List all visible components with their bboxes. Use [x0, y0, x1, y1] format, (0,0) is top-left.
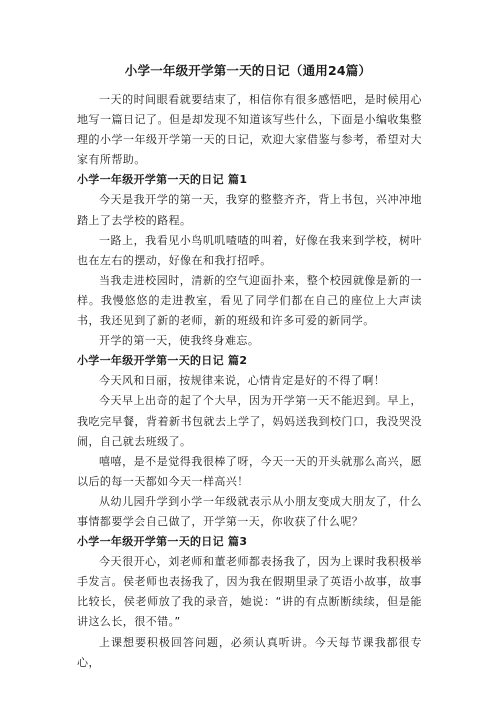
section-heading: 小学一年级开学第一天的日记 篇2 [77, 354, 248, 368]
document-body [77, 90, 422, 673]
body-paragraph: 当我走进校园时，清新的空气迎面扑来，整个校园就像是新的一样。我慢悠悠的走进教室，看见了同学们都在自己的座位上大声读书，我还见到了新的老师，新的班级和许多可爱的新同学。 [77, 273, 422, 328]
document-title: 小学一年级开学第一天的日记（通用24篇） [124, 63, 372, 78]
body-paragraph: 嘻嘻，是不是觉得我很棒了呀，今天一天的开头就那么高兴，愿以后的每一天都如今天一样高兴！ [77, 454, 422, 488]
body-paragraph: 一路上，我看见小鸟叽叽喳喳的叫着，好像在我来到学校，树叶也在左右的摆动，好像在和我打招呼。 [77, 233, 422, 267]
section-heading: 小学一年级开学第一天的日记 篇1 [77, 173, 248, 187]
section-1 [77, 170, 422, 351]
intro-paragraph: 一天的时间眼看就要结束了，相信你有很多感悟吧，是时候用心地写一篇日记了。但是却发现不知道该写些什么，下面是小编收集整理的小学一年级开学第一天的日记，欢迎大家借鉴与参考，希望对大家有所帮助。 [77, 93, 422, 167]
section-heading: 小学一年级开学第一天的日记 篇3 [77, 535, 248, 549]
body-paragraph: 开学的第一天，使我终身难忘。 [99, 334, 260, 348]
body-paragraph: 今天是我开学的第一天，我穿的整整齐齐，背上书包，兴冲冲地踏上了去学校的路程。 [77, 193, 422, 227]
body-paragraph: 上课想要积极回答问题，必须认真听讲。今天每节课我都很专心， [77, 635, 422, 669]
section-2 [77, 351, 422, 532]
body-paragraph: 从幼儿园升学到小学一年级就表示从小朋友变成大朋友了，什么事情都要学会自己做了，开学第一天，你收获了什么呢？ [77, 494, 422, 528]
body-paragraph: 今天很开心，刘老师和董老师都表扬我了，因为上课时我积极举手发言。侯老师也表扬我了，因为我在假期里录了英语小故事，故事比较长，侯老师放了我的录音，她说：“讲的有点断断续续，但是能讲这么长，很不错。” [77, 555, 422, 629]
body-paragraph: 今天早上出奇的起了个大早，因为开学第一天不能迟到。早上，我吃完早餐，背着新书包就去上学了，妈妈送我到校门口，我没哭没闹，自己就去班级了。 [77, 394, 422, 448]
section-3 [77, 532, 422, 673]
body-paragraph: 今天风和日丽，按规律来说，心情肯定是好的不得了啊！ [99, 374, 386, 388]
